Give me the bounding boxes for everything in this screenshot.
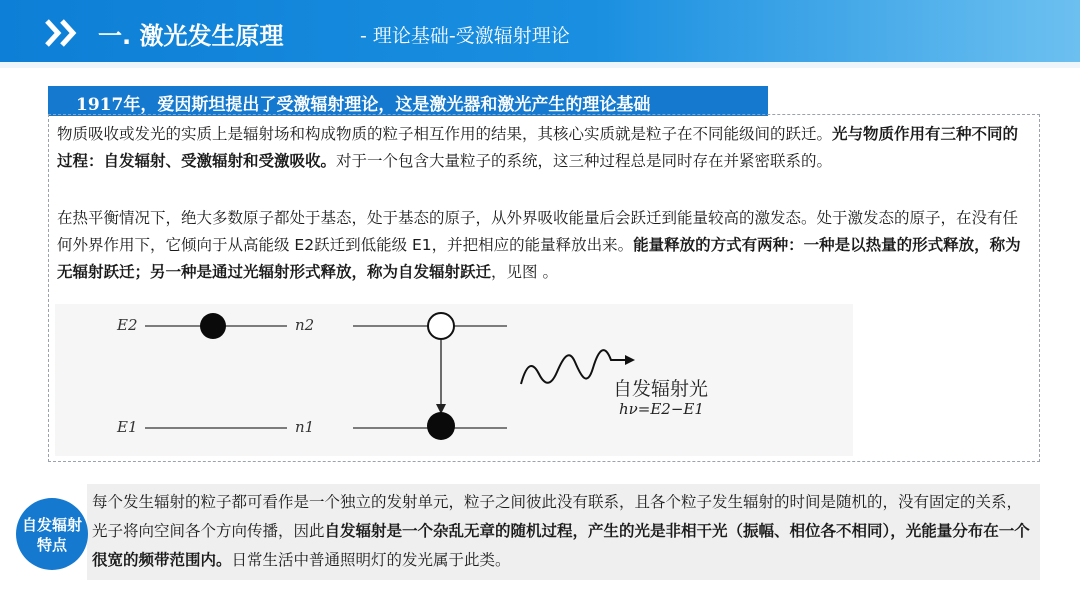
characteristics-text — [92, 488, 1037, 575]
spontaneous-emission-diagram — [55, 304, 853, 456]
double-chevron-right-icon — [44, 18, 80, 48]
badge-line1: 自发辐射 — [21, 516, 82, 534]
text-span: 日常生活中普通照明灯的发光属于此类。 — [231, 551, 511, 569]
bold-span: 光与物质作用有三种不同的过程：自发辐射、受激辐射和受激吸收。 — [57, 125, 1019, 170]
photon-wave-icon — [521, 350, 627, 384]
vacated-state — [428, 313, 454, 339]
label-E1: E1 — [117, 418, 138, 436]
theory-banner — [48, 86, 768, 116]
section-title: 一. 激光发生原理 — [98, 22, 284, 50]
ground-particle — [427, 412, 455, 440]
paragraph-interaction — [57, 121, 1033, 175]
text-span: 物质吸收或发光的实质上是辐射场和构成物质的粒子相互作用的结果，其核心实质就是粒子在不同能级间的跃迁。 — [57, 125, 833, 143]
energy-formula: hν=E2−E1 — [619, 400, 704, 418]
excited-particle — [200, 313, 226, 339]
text-span: 对于一个包含大量粒子的系统，这三种过程总是同时存在并紧密联系的。 — [336, 152, 833, 170]
banner-text: 1917年，爱因斯坦提出了受激辐射理论，这是激光器和激光产生的理论基础 — [76, 95, 651, 115]
bold-span: 能量释放的方式有两种：一种是以热量的形式释放，称为无辐射跃迁；另一种是通过光辐射形式释放，称为自发辐射跃迁 — [57, 236, 1021, 281]
photon-arrowhead — [625, 355, 635, 365]
text-span: 每个发生辐射的粒子都可看作是一个独立的发射单元，粒子之间彼此没有联系，且各个粒子发生辐射的时间是随机的，没有固定的关系，光子将向空间各个方向传播，因此 — [92, 493, 1023, 540]
badge-line2: 特点 — [36, 536, 67, 554]
diagram-caption: 自发辐射光 — [613, 378, 709, 400]
label-E2: E2 — [117, 316, 138, 334]
title-bar — [0, 0, 1080, 66]
paragraph-equilibrium — [57, 205, 1033, 286]
characteristics-box — [87, 484, 1040, 580]
label-n2: n2 — [295, 316, 315, 334]
energy-level-svg — [55, 304, 853, 456]
bold-span: 自发辐射是一个杂乱无章的随机过程，产生的光是非相干光（振幅、相位各不相同），光能量分布在一个很宽的频带范围内。 — [92, 522, 1030, 569]
spontaneous-feature-badge — [16, 498, 88, 570]
text-span: ，见图 。 — [491, 263, 558, 281]
label-n1: n1 — [295, 418, 315, 436]
text-span: 在热平衡情况下，绝大多数原子都处于基态，处于基态的原子，从外界吸收能量后会跃迁到能量较高的激发态。处于激发态的原子，在没有任何外界作用下，它倾向于从高能级 E2跃迁到低能级 E1，并把相应的能量释放出来。 — [57, 209, 1019, 254]
header-shadow — [0, 62, 1080, 68]
section-subtitle: - 理论基础-受激辐射理论 — [360, 25, 570, 47]
